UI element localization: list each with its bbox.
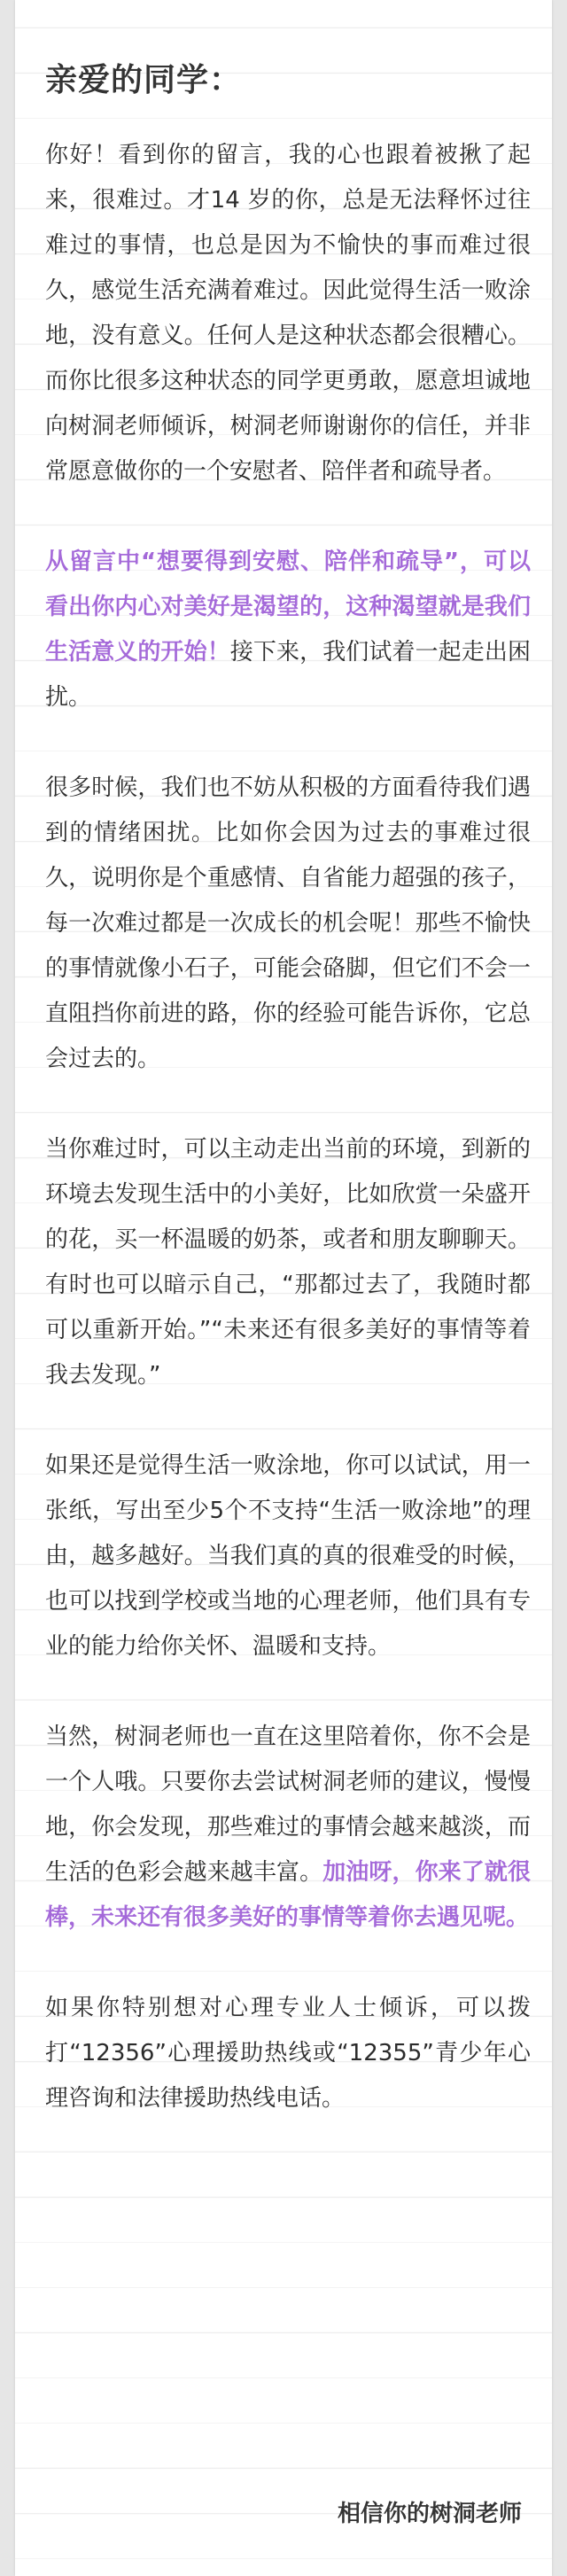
letter-greeting: 亲爱的同学：: [45, 62, 243, 98]
paragraph-text: 如果你特别想对心理专业人士倾诉，可以拨打“12356”心理援助热线或“12355”青少年心理咨询和法律援助热线电话。: [45, 1995, 531, 2112]
paragraph-reasons-exercise: [45, 1444, 531, 1669]
paragraph-companionship: [45, 1715, 531, 1941]
letter-signature: 相信你的树洞老师: [337, 2501, 522, 2527]
paragraph-hotlines: [45, 1986, 531, 2121]
paragraph-text: 如果还是觉得生活一败涂地，你可以试试，用一张纸，写出至少5个不支持“生活一败涂地”的理由，越多越好。当我们真的真的很难受的时候，也可以找到学校或当地的心理老师，他们具有专业的能力给你关怀、温暖和支持。: [45, 1452, 531, 1660]
paragraph-text: 当然，树洞老师也一直在这里陪着你，你不会是一个人哦。只要你去尝试树洞老师的建议，慢慢地，你会发现，那些难过的事情会越来越淡，而生活的色彩会越来越丰富。: [45, 1724, 531, 1886]
paragraph-text: 你好！看到你的留言，我的心也跟着被揪了起来，很难过。才14 岁的你，总是无法释怀过往难过的事情，也总是因为不愉快的事而难过很久，感觉生活充满着难过。因此觉得生活一败涂地，没有意义。任何人是这种状态都会很糟心。而你比很多这种状态的同学更勇敢，愿意坦诚地向树洞老师倾诉，树洞老师谢谢你的信任，并非常愿意做你的一个安慰者、陪伴者和疏导者。: [45, 142, 531, 485]
highlight-text: 从留言中“想要得到安慰、陪伴和疏导”，可以看出你内心对美好是渴望的，这种渴望就是我们生活意义的开始！: [45, 549, 531, 665]
letter-page: [15, 0, 552, 2576]
paragraph-greeting: [45, 133, 531, 494]
paragraph-text: 接下来，我们试着一起走出困扰。: [45, 639, 531, 711]
paragraph-positive-view: [45, 766, 531, 1082]
highlight-text: 加油呀，你来了就很棒，未来还有很多美好的事情等着你去遇见呢。: [45, 1859, 531, 1931]
paragraph-text: 当你难过时，可以主动走出当前的环境，到新的环境去发现生活中的小美好，比如欣赏一朵盛开的花，买一杯温暖的奶茶，或者和朋友聊聊天。有时也可以暗示自己，“那都过去了，我随时都可以重新开始。”“未来还有很多美好的事情等着我去发现。”: [45, 1136, 531, 1389]
paragraph-text: 很多时候，我们也不妨从积极的方面看待我们遇到的情绪困扰。比如你会因为过去的事难过很久，说明你是个重感情、自省能力超强的孩子，每一次难过都是一次成长的机会呢！那些不愉快的事情就像小石子，可能会硌脚，但它们不会一直阻挡你前进的路，你的经验可能告诉你，它总会过去的。: [45, 774, 531, 1072]
letter-body: [45, 133, 531, 2167]
paragraph-new-environment: [45, 1127, 531, 1398]
paragraph-hope: [45, 540, 531, 720]
